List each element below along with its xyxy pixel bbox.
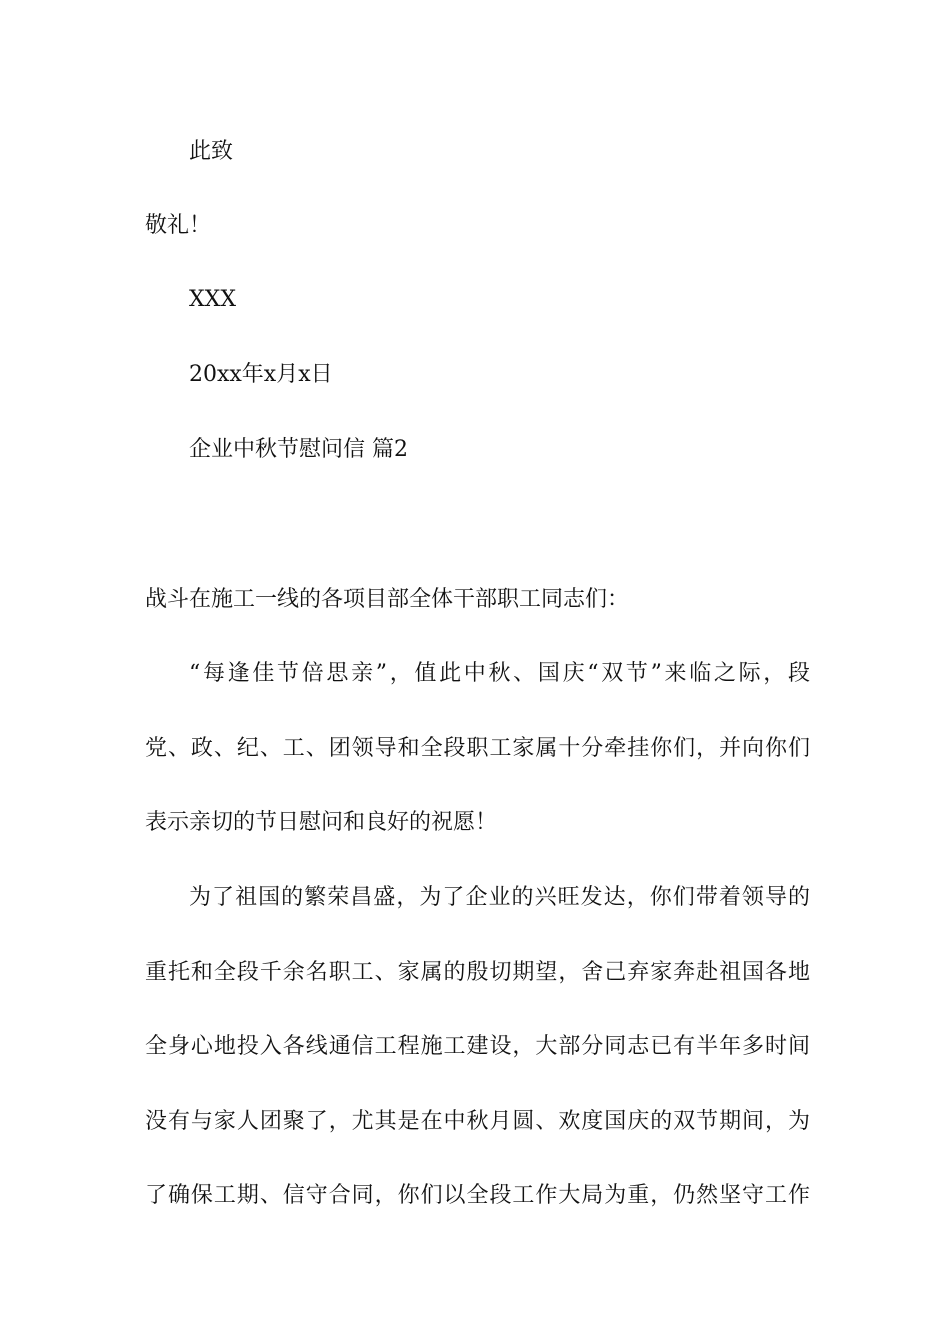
body-line: 重托和全段千余名职工、家属的殷切期望，舍己弃家奔赴祖国各地	[145, 960, 810, 985]
addressee: 战斗在施工一线的各项目部全体干部职工同志们：	[145, 587, 630, 612]
body-line: 了确保工期、信守合同，你们以全段工作大局为重，仍然坚守工作	[145, 1183, 810, 1208]
body-line: 表示亲切的节日慰问和良好的祝愿！	[145, 810, 498, 835]
body-line: 没有与家人团聚了，尤其是在中秋月圆、欢度国庆的双节期间，为	[145, 1109, 810, 1134]
body-line: 党、政、纪、工、团领导和全段职工家属十分牵挂你们，并向你们	[145, 736, 810, 761]
closing-respect: 敬礼！	[145, 213, 212, 238]
closing-salutation: 此致	[189, 139, 234, 164]
body-line: “每逢佳节倍思亲”，值此中秋、国庆“双节”来临之际，段	[189, 661, 810, 686]
signature: XXX	[189, 287, 236, 312]
section-title: 企业中秋节慰问信 篇2	[189, 437, 408, 462]
letter-date: 20xx年x月x日	[189, 362, 333, 387]
body-line: 全身心地投入各线通信工程施工建设，大部分同志已有半年多时间	[145, 1034, 810, 1059]
body-line: 为了祖国的繁荣昌盛，为了企业的兴旺发达，你们带着领导的	[189, 885, 810, 910]
